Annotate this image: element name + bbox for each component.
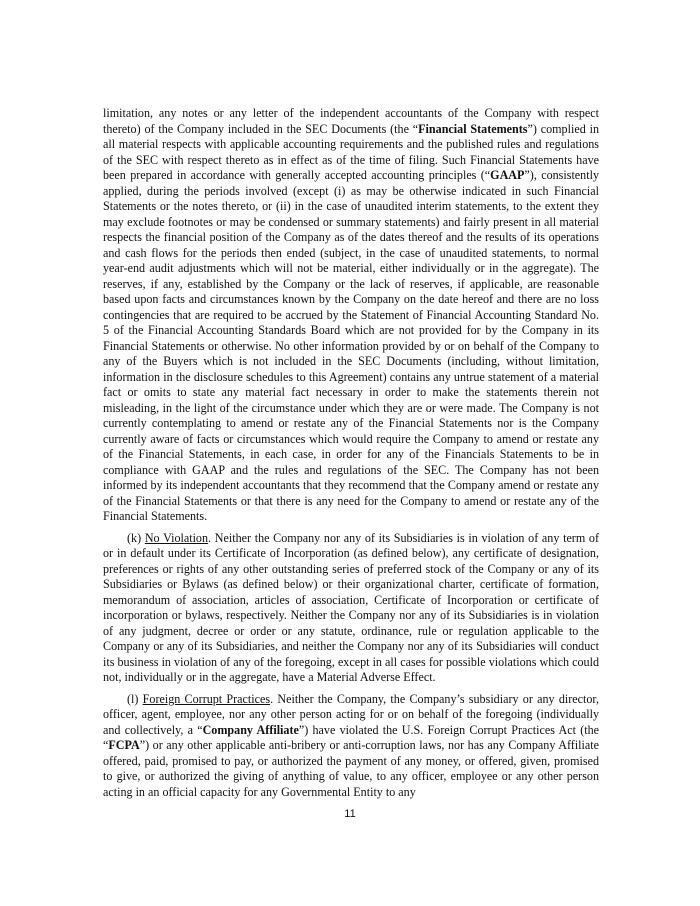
text-run: limitation, any notes or any letter of the independent accountants of the Company with respect thereto) of the Company included in the SEC Documents (the “	[103, 106, 599, 136]
text-run: (k)	[127, 530, 145, 545]
section-heading: No Violation	[144, 530, 209, 545]
text-run: ”) complied in all material respects with applicable accounting requirements and the published rules and regulations of the SEC with respect thereto as in effect as of the time of filing. Such Financial Statements have been prepared in accordance with generally accepted accounting principles (“	[103, 121, 599, 182]
defined-term: GAAP	[490, 168, 525, 182]
paragraph-no-violation	[103, 531, 599, 686]
document-body	[103, 106, 599, 800]
text-run: (l)	[127, 691, 143, 706]
defined-term: Financial Statements	[418, 121, 528, 136]
text-run: . Neither the Company nor any of its Subsidiaries is in violation of any term of or in default under its Certificate of Incorporation (as defined below), any certificate of designation, preferences or rights of any other outstanding series of preferred stock of the Company or any of its Subsidiaries or Bylaws (as defined below) or their organizational charter, certificate of formation, memorandum of association, articles of association, Certificate of Incorporation or certificate of incorporation or bylaws, respectively. Neither the Company nor any of its Subsidiaries is in violation of any judgment, decree or order or any statute, ordinance, rule or regulation applicable to the Company or any of its Subsidiaries, and neither the Company nor any of its Subsidiaries will conduct its business in violation of any of the foregoing, except in all cases for possible violations which could not, individually or in the aggregate, have a Material Adverse Effect.	[103, 530, 600, 684]
paragraph-financial-statements-continued	[103, 106, 599, 525]
defined-term: Company Affiliate	[202, 722, 299, 737]
text-run: ”), consistently applied, during the periods involved (except (i) as may be otherwise indicated in such Financial Statements or the notes thereto, or (ii) in the case of unaudited interim statements, to the extent they may exclude footnotes or may be condensed or summary statements) and fairly present in all material respects the financial position of the Company as of the dates thereof and the results of its operations and cash flows for the periods then ended (subject, in the case of unaudited statements, to normal year-end audit adjustments which will not be material, either individually or in the aggregate). The reserves, if any, established by the Company or the lack of reserves, if applicable, are reasonable based upon facts and circumstances known by the Company on the date hereof and there are no loss contingencies that are required to be accrued by the Statement of Financial Accounting Standard No. 5 of the Financial Accounting Standards Board which are not provided for by the Company in its Financial Statements or otherwise. No other information provided by or on behalf of the Company to any of the Buyers which is not included in the SEC Documents (including, without limitation, information in the disclosure schedules to this Agreement) contains any untrue statement of a material fact or omits to state any material fact necessary in order to make the statements therein not misleading, in the light of the circumstance under which they are or were made. The Company is not currently contemplating to amend or restate any of the Financial Statements nor is the Company currently aware of facts or circumstances which would require the Company to amend or restate any of the Financial Statements, in each case, in order for any of the Financials Statements to be in compliance with GAAP and the rules and regulations of the SEC. The Company has not been informed by its independent accountants that they recommend that the Company amend or restate any of the Financial Statements or that there is any need for the Company to amend or restate any of the Financial Statements.	[103, 168, 599, 523]
text-run: ”) have violated the U.S. Foreign Corrupt Practices Act (the “	[103, 722, 599, 752]
paragraph-foreign-corrupt-practices	[103, 692, 599, 801]
text-run: ”) or any other applicable anti-bribery or anti-corruption laws, nor has any Company Affiliate offered, paid, promised to pay, or authorized the payment of any money, or offered, given, promised to give, or authorized the giving of anything of value, to any officer, employee or any other person acting in an official capacity for any Governmental Entity to any	[103, 738, 599, 799]
page-number: 11	[344, 808, 356, 820]
defined-term: FCPA	[108, 738, 140, 752]
text-run: . Neither the Company, the Company’s subsidiary or any director, officer, agent, employee, nor any other person acting for or on behalf of the foregoing (individually and collectively, a “	[103, 691, 599, 737]
section-heading: Foreign Corrupt Practices	[142, 691, 271, 706]
